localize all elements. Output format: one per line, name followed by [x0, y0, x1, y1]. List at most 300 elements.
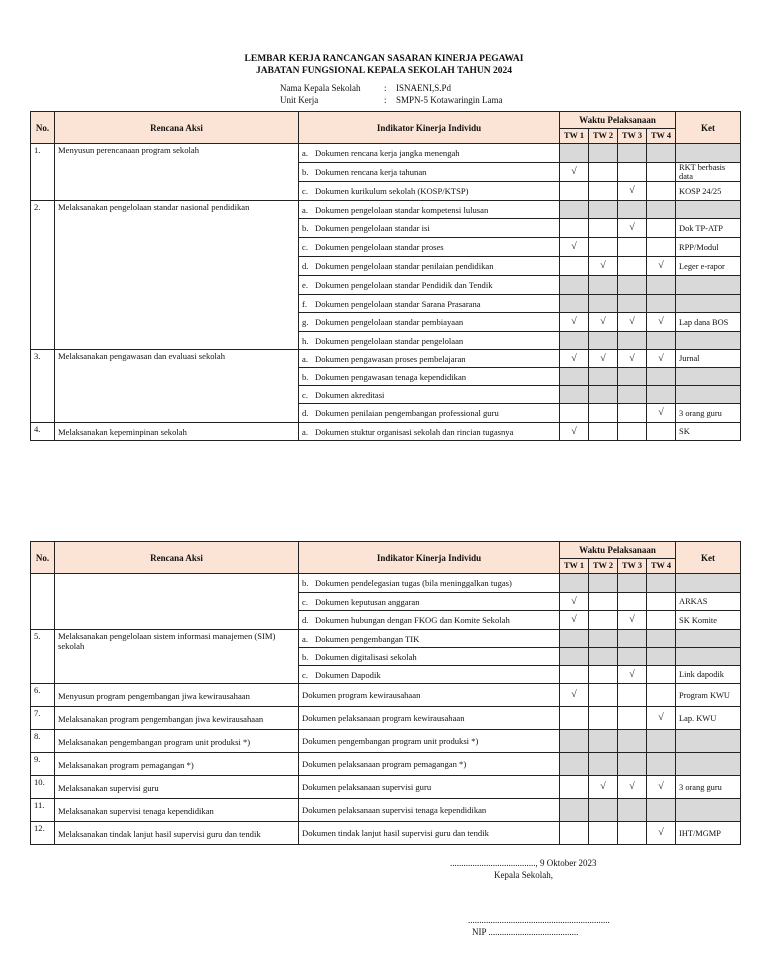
tw3-cell [618, 630, 647, 648]
tw1-cell [560, 163, 589, 182]
rencana-aksi-cell: Menyusun perencanaan program sekolah [55, 144, 299, 201]
col-header-tw3: TW 3 [618, 129, 647, 144]
tw2-cell [589, 163, 618, 182]
col-header-tw2: TW 2 [589, 129, 618, 144]
row-number: 8. [31, 730, 55, 753]
col-header-tw3: TW 3 [618, 559, 647, 574]
indikator-cell [299, 182, 560, 201]
tw3-cell [618, 201, 647, 219]
tw3-cell [618, 684, 647, 707]
check-mark-icon: √ [629, 614, 635, 625]
tw3-cell [618, 276, 647, 295]
table-row [31, 201, 741, 219]
table-row [31, 799, 741, 822]
indikator-text: Dokumen pengembangan program unit produksi *) [302, 736, 479, 746]
sasaran-table-page1 [30, 111, 741, 441]
tw2-cell [589, 799, 618, 822]
indikator-letter: c. [302, 242, 308, 252]
indikator-cell [299, 313, 560, 332]
indikator-text: Dokumen pengawasan tenaga kependidikan [315, 371, 467, 382]
row-number: 4. [31, 423, 55, 441]
rencana-aksi-cell: Melaksanakan supervisi tenaga kependidikan [55, 799, 299, 822]
ket-cell: ARKAS [676, 593, 741, 611]
tw2-cell [589, 276, 618, 295]
tw3-cell [618, 574, 647, 593]
tw1-cell [560, 313, 589, 332]
indikator-letter: d. [302, 615, 309, 625]
indikator-cell [299, 574, 560, 593]
tw4-cell [647, 257, 676, 276]
check-mark-icon: √ [629, 222, 635, 233]
indikator-cell [299, 257, 560, 276]
table-row [31, 753, 741, 776]
tw4-cell [647, 350, 676, 368]
row-number: 7. [31, 707, 55, 730]
tw2-cell [589, 730, 618, 753]
ket-cell: RKT berbasis data [676, 163, 741, 182]
tw2-cell [589, 313, 618, 332]
table-row [31, 822, 741, 845]
table-row [31, 423, 741, 441]
indikator-cell [299, 332, 560, 350]
row-number: 2. [31, 201, 55, 350]
col-header-tw1: TW 1 [560, 559, 589, 574]
tw1-cell [560, 276, 589, 295]
indikator-text: Dokumen stuktur organisasi sekolah dan rincian tugasnya [315, 426, 514, 437]
check-mark-icon: √ [658, 407, 664, 418]
ket-cell: Leger e-rapor [676, 257, 741, 276]
signature-date: ......................................, 9 Oktober 2023 [450, 858, 597, 868]
tw2-cell [589, 753, 618, 776]
indikator-letter: a. [302, 426, 308, 437]
tw3-cell [618, 386, 647, 404]
tw4-cell [647, 666, 676, 684]
ket-cell: KOSP 24/25 [676, 182, 741, 201]
col-header-waktu: Waktu Pelaksanaan [560, 542, 676, 559]
table-row [31, 707, 741, 730]
tw2-cell [589, 219, 618, 238]
tw1-cell [560, 611, 589, 630]
tw3-cell [618, 219, 647, 238]
ket-cell [676, 295, 741, 313]
ket-cell: Lap dana BOS [676, 313, 741, 332]
indikator-text: Dokumen akreditasi [315, 389, 385, 400]
meta-colon: : [384, 83, 387, 93]
indikator-text: Dokumen pelaksanaan supervisi tenaga kependidikan [302, 805, 487, 815]
ket-cell: Dok TP-ATP [676, 219, 741, 238]
tw4-cell [647, 684, 676, 707]
indikator-text: Dokumen pengelolaan standar pembiayaan [315, 317, 464, 327]
ket-cell [676, 144, 741, 163]
indikator-cell [299, 404, 560, 423]
indikator-cell [299, 201, 560, 219]
row-number [31, 574, 55, 630]
tw3-cell [618, 822, 647, 845]
tw3-cell [618, 648, 647, 666]
check-mark-icon: √ [658, 781, 664, 792]
tw3-cell [618, 666, 647, 684]
indikator-letter: b. [302, 578, 309, 588]
tw3-cell [618, 368, 647, 386]
tw4-cell [647, 648, 676, 666]
rencana-aksi-cell: Melaksanakan supervisi guru [55, 776, 299, 799]
rencana-aksi-cell: Melaksanakan pengembangan program unit produksi *) [55, 730, 299, 753]
tw3-cell [618, 313, 647, 332]
indikator-letter: a. [302, 204, 308, 215]
tw1-cell [560, 368, 589, 386]
col-header-tw2: TW 2 [589, 559, 618, 574]
check-mark-icon: √ [629, 185, 635, 196]
tw2-cell [589, 611, 618, 630]
check-mark-icon: √ [658, 827, 664, 838]
col-header-aksi: Rencana Aksi [55, 542, 299, 574]
tw4-cell [647, 404, 676, 423]
col-header-tw4: TW 4 [647, 559, 676, 574]
indikator-cell [299, 295, 560, 313]
col-header-tw4: TW 4 [647, 129, 676, 144]
check-mark-icon: √ [600, 316, 606, 327]
rencana-aksi-cell: Menyusun program pengembangan jiwa kewirausahaan [55, 684, 299, 707]
tw2-cell [589, 776, 618, 799]
check-mark-icon: √ [600, 352, 606, 364]
tw3-cell [618, 163, 647, 182]
tw2-cell [589, 423, 618, 441]
tw3-cell [618, 144, 647, 163]
tw4-cell [647, 332, 676, 350]
check-mark-icon: √ [571, 241, 577, 252]
tw2-cell [589, 707, 618, 730]
indikator-text: Dokumen pelaksanaan program pemagangan *) [302, 759, 467, 769]
check-mark-icon: √ [571, 352, 577, 364]
meta-colon: : [384, 95, 387, 105]
indikator-letter: a. [302, 148, 308, 158]
indikator-text: Dokumen pengelolaan standar isi [315, 223, 430, 233]
ket-cell [676, 332, 741, 350]
signature-role: Kepala Sekolah, [494, 870, 553, 880]
indikator-cell [299, 423, 560, 441]
ket-cell [676, 276, 741, 295]
indikator-letter: b. [302, 371, 309, 382]
check-mark-icon: √ [629, 352, 635, 364]
indikator-text: Dokumen pelaksanaan supervisi guru [302, 782, 432, 792]
indikator-letter: b. [302, 167, 309, 177]
tw4-cell [647, 144, 676, 163]
ket-cell: Program KWU [676, 684, 741, 707]
tw1-cell [560, 182, 589, 201]
tw4-cell [647, 163, 676, 182]
check-mark-icon: √ [571, 316, 577, 327]
indikator-letter: a. [302, 353, 308, 364]
col-header-aksi: Rencana Aksi [55, 112, 299, 144]
tw1-cell [560, 423, 589, 441]
row-number: 10. [31, 776, 55, 799]
check-mark-icon: √ [571, 689, 577, 700]
table-row [31, 630, 741, 648]
tw3-cell [618, 295, 647, 313]
indikator-text: Dokumen pengelolaan standar Sarana Prasarana [315, 298, 481, 309]
tw4-cell [647, 593, 676, 611]
tw4-cell [647, 822, 676, 845]
check-mark-icon: √ [658, 352, 664, 364]
tw3-cell [618, 611, 647, 630]
indikator-letter: b. [302, 223, 309, 233]
tw1-cell [560, 630, 589, 648]
tw2-cell [589, 666, 618, 684]
row-number: 1. [31, 144, 55, 201]
tw3-cell [618, 238, 647, 257]
indikator-letter: d. [302, 261, 309, 271]
table-row [31, 730, 741, 753]
indikator-cell [299, 238, 560, 257]
indikator-letter: c. [302, 596, 308, 607]
tw1-cell [560, 753, 589, 776]
tw2-cell [589, 295, 618, 313]
tw2-cell [589, 201, 618, 219]
table-body-page2 [31, 574, 741, 845]
tw4-cell [647, 753, 676, 776]
ket-cell [676, 201, 741, 219]
indikator-text: Dokumen pengelolaan standar proses [315, 242, 444, 252]
tw4-cell [647, 368, 676, 386]
tw2-cell [589, 257, 618, 276]
tw4-cell [647, 730, 676, 753]
tw2-cell [589, 684, 618, 707]
indikator-text: Dokumen Dapodik [315, 669, 381, 680]
indikator-text: Dokumen program kewirausahaan [302, 690, 421, 700]
indikator-letter: f. [302, 298, 308, 309]
indikator-text: Dokumen rencana kerja tahunan [315, 167, 427, 177]
indikator-letter: c. [302, 389, 308, 400]
ket-cell: SK Komite [676, 611, 741, 630]
indikator-cell [299, 368, 560, 386]
indikator-cell [299, 386, 560, 404]
ket-cell: RPP/Modul [676, 238, 741, 257]
check-mark-icon: √ [629, 781, 635, 792]
tw3-cell [618, 753, 647, 776]
ket-cell: Link dapodik [676, 666, 741, 684]
indikator-cell [299, 593, 560, 611]
indikator-text: Dokumen pengelolaan standar penilaian pendidikan [315, 261, 494, 271]
indikator-text: Dokumen rencana kerja jangka menengah [315, 148, 460, 158]
table-row [31, 776, 741, 799]
tw4-cell [647, 313, 676, 332]
check-mark-icon: √ [571, 425, 577, 437]
col-header-no: No. [31, 112, 55, 144]
check-mark-icon: √ [571, 595, 577, 607]
indikator-letter: b. [302, 651, 309, 662]
table-body-page1 [31, 144, 741, 441]
tw2-cell [589, 648, 618, 666]
ket-cell [676, 753, 741, 776]
indikator-letter: h. [302, 335, 309, 346]
row-number: 3. [31, 350, 55, 423]
tw4-cell [647, 707, 676, 730]
indikator-text: Dokumen kurikulum sekolah (KOSP/KTSP) [315, 186, 469, 196]
col-header-no: No. [31, 542, 55, 574]
tw2-cell [589, 822, 618, 845]
meta-name-row [280, 82, 451, 94]
meta-name-value: ISNAENI,S.Pd [396, 83, 452, 93]
tw2-cell [589, 350, 618, 368]
tw2-cell [589, 386, 618, 404]
indikator-cell [299, 730, 560, 753]
check-mark-icon: √ [600, 260, 606, 271]
indikator-letter: e. [302, 280, 308, 290]
tw2-cell [589, 593, 618, 611]
check-mark-icon: √ [658, 712, 664, 723]
indikator-text: Dokumen pengelolaan standar kompetensi lulusan [315, 204, 489, 215]
col-header-indikator: Indikator Kinerja Individu [299, 112, 560, 144]
tw3-cell [618, 730, 647, 753]
ket-cell: 3 orang guru [676, 404, 741, 423]
rencana-aksi-cell: Melaksanakan pengelolaan standar nasional pendidikan [55, 201, 299, 350]
tw1-cell [560, 707, 589, 730]
ket-cell [676, 368, 741, 386]
tw4-cell [647, 574, 676, 593]
table-row [31, 684, 741, 707]
indikator-cell [299, 144, 560, 163]
indikator-text: Dokumen pengelolaan standar Pendidik dan Tendik [315, 280, 493, 290]
tw1-cell [560, 574, 589, 593]
tw1-cell [560, 386, 589, 404]
tw1-cell [560, 219, 589, 238]
tw4-cell [647, 182, 676, 201]
indikator-text: Dokumen digitalisasi sekolah [315, 651, 417, 662]
tw4-cell [647, 386, 676, 404]
ket-cell [676, 799, 741, 822]
indikator-cell [299, 776, 560, 799]
rencana-aksi-cell: Melaksanakan pengelolaan sistem informasi manajemen (SIM) sekolah [55, 630, 299, 684]
row-number: 6. [31, 684, 55, 707]
row-number: 5. [31, 630, 55, 684]
tw2-cell [589, 182, 618, 201]
indikator-text: Dokumen pengembangan TIK [315, 633, 420, 644]
indikator-cell [299, 666, 560, 684]
table-row [31, 350, 741, 368]
indikator-text: Dokumen pendelegasian tugas (bila meninggalkan tugas) [315, 578, 512, 588]
tw3-cell [618, 257, 647, 276]
tw4-cell [647, 201, 676, 219]
tw1-cell [560, 201, 589, 219]
ket-cell [676, 630, 741, 648]
indikator-text: Dokumen penilaian pengembangan professional guru [315, 408, 499, 418]
tw1-cell [560, 332, 589, 350]
ket-cell: IHT/MGMP [676, 822, 741, 845]
indikator-cell [299, 611, 560, 630]
indikator-text: Dokumen pengelolaan standar pengelolaan [315, 335, 464, 346]
tw2-cell [589, 630, 618, 648]
indikator-text: Dokumen hubungan dengan FKOG dan Komite Sekolah [315, 615, 510, 625]
check-mark-icon: √ [658, 260, 664, 271]
tw2-cell [589, 404, 618, 423]
check-mark-icon: √ [629, 316, 635, 327]
indikator-letter: c. [302, 186, 308, 196]
tw2-cell [589, 368, 618, 386]
indikator-text: Dokumen keputusan anggaran [315, 596, 420, 607]
indikator-cell [299, 707, 560, 730]
indikator-text: Dokumen pelaksanaan program kewirausahaan [302, 713, 465, 723]
tw1-cell [560, 295, 589, 313]
check-mark-icon: √ [629, 668, 635, 680]
check-mark-icon: √ [571, 614, 577, 625]
tw3-cell [618, 350, 647, 368]
indikator-text: Dokumen tindak lanjut hasil supervisi guru dan tendik [302, 828, 489, 838]
indikator-cell [299, 684, 560, 707]
ket-cell: Lap. KWU [676, 707, 741, 730]
rencana-aksi-cell: Melaksanakan pengawasan dan evaluasi sekolah [55, 350, 299, 423]
tw1-cell [560, 350, 589, 368]
meta-unit-label: Unit Kerja [280, 95, 319, 105]
check-mark-icon: √ [658, 316, 664, 327]
tw4-cell [647, 276, 676, 295]
tw3-cell [618, 776, 647, 799]
meta-unit-row [280, 94, 502, 106]
col-header-tw1: TW 1 [560, 129, 589, 144]
ket-cell [676, 730, 741, 753]
indikator-cell [299, 753, 560, 776]
indikator-cell [299, 822, 560, 845]
tw1-cell [560, 776, 589, 799]
tw1-cell [560, 144, 589, 163]
signature-name-line: ............................................................... [468, 915, 610, 925]
ket-cell [676, 386, 741, 404]
tw4-cell [647, 238, 676, 257]
col-header-ket: Ket [676, 542, 741, 574]
indikator-cell [299, 350, 560, 368]
tw2-cell [589, 332, 618, 350]
tw1-cell [560, 648, 589, 666]
tw1-cell [560, 593, 589, 611]
indikator-letter: d. [302, 408, 309, 418]
tw4-cell [647, 219, 676, 238]
row-number: 11. [31, 799, 55, 822]
tw1-cell [560, 666, 589, 684]
check-mark-icon: √ [571, 166, 577, 177]
table-row [31, 574, 741, 593]
indikator-cell [299, 648, 560, 666]
tw2-cell [589, 574, 618, 593]
indikator-letter: c. [302, 669, 308, 680]
tw4-cell [647, 611, 676, 630]
col-header-indikator: Indikator Kinerja Individu [299, 542, 560, 574]
meta-name-label: Nama Kepala Sekolah [280, 83, 361, 93]
rencana-aksi-cell: Melaksanakan program pengembangan jiwa kewirausahaan [55, 707, 299, 730]
indikator-cell [299, 163, 560, 182]
tw3-cell [618, 799, 647, 822]
tw1-cell [560, 730, 589, 753]
tw1-cell [560, 404, 589, 423]
indikator-letter: a. [302, 633, 308, 644]
ket-cell [676, 574, 741, 593]
check-mark-icon: √ [600, 781, 606, 792]
table-row [31, 144, 741, 163]
tw4-cell [647, 776, 676, 799]
ket-cell: SK [676, 423, 741, 441]
row-number: 9. [31, 753, 55, 776]
tw4-cell [647, 295, 676, 313]
indikator-cell [299, 630, 560, 648]
tw3-cell [618, 707, 647, 730]
col-header-ket: Ket [676, 112, 741, 144]
tw1-cell [560, 799, 589, 822]
signature-nip: NIP ........................................ [472, 927, 579, 937]
tw1-cell [560, 822, 589, 845]
tw3-cell [618, 423, 647, 441]
tw4-cell [647, 630, 676, 648]
tw3-cell [618, 404, 647, 423]
tw3-cell [618, 182, 647, 201]
rencana-aksi-cell: Melaksanakan program pemagangan *) [55, 753, 299, 776]
